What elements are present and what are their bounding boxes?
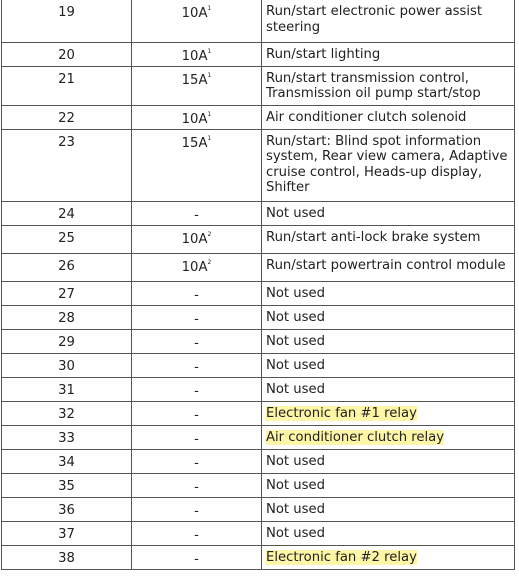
fuse-table-body <box>2 0 515 569</box>
fuse-number: 30 <box>2 353 132 377</box>
circuit-description-text: Not used <box>266 501 326 517</box>
fuse-number: 22 <box>2 105 132 129</box>
circuit-description-text: Not used <box>266 285 326 301</box>
fuse-rating-value: 15A <box>181 135 208 151</box>
circuit-description <box>262 353 515 377</box>
fuse-rating <box>132 105 262 129</box>
fuse-rating <box>132 129 262 201</box>
fuse-number: 29 <box>2 329 132 353</box>
circuit-description-text: Electronic fan #2 relay <box>266 549 417 565</box>
circuit-description-text: Run/start transmission control, Transmission oil pump start/stop <box>266 70 481 101</box>
fuse-rating <box>132 425 262 449</box>
fuse-rating-value: - <box>194 359 199 375</box>
fuse-rating-value: 10A <box>181 259 208 275</box>
fuse-rating <box>132 473 262 497</box>
fuse-rating-value: - <box>194 287 199 303</box>
circuit-description <box>262 497 515 521</box>
fuse-rating-value: - <box>194 431 199 447</box>
fuse-row <box>2 105 515 129</box>
fuse-number: 38 <box>2 545 132 569</box>
circuit-description-text: Not used <box>266 205 326 221</box>
circuit-description-text: Not used <box>266 453 326 469</box>
fuse-row <box>2 497 515 521</box>
circuit-description <box>262 329 515 353</box>
fuse-row <box>2 329 515 353</box>
fuse-rating-value: - <box>194 479 199 495</box>
fuse-row <box>2 42 515 66</box>
circuit-description <box>262 42 515 66</box>
circuit-description <box>262 545 515 569</box>
circuit-description <box>262 425 515 449</box>
fuse-rating-value: 15A <box>181 72 208 88</box>
fuse-rating-value: - <box>194 407 199 423</box>
fuse-rating <box>132 449 262 473</box>
circuit-description <box>262 401 515 425</box>
fuse-row <box>2 401 515 425</box>
fuse-number: 36 <box>2 497 132 521</box>
fuse-rating <box>132 401 262 425</box>
circuit-description <box>262 449 515 473</box>
fuse-row <box>2 0 515 42</box>
fuse-row <box>2 253 515 281</box>
circuit-description <box>262 0 515 42</box>
fuse-row <box>2 281 515 305</box>
circuit-description <box>262 225 515 253</box>
circuit-description <box>262 281 515 305</box>
fuse-rating <box>132 42 262 66</box>
fuse-number: 20 <box>2 42 132 66</box>
circuit-description <box>262 521 515 545</box>
fuse-rating-value: - <box>194 455 199 471</box>
circuit-description <box>262 253 515 281</box>
fuse-row <box>2 449 515 473</box>
fuse-row <box>2 425 515 449</box>
footnote-marker: 1 <box>207 134 212 142</box>
fuse-number: 23 <box>2 129 132 201</box>
fuse-number: 28 <box>2 305 132 329</box>
fuse-row <box>2 521 515 545</box>
fuse-rating-value: - <box>194 527 199 543</box>
circuit-description-text: Run/start anti-lock brake system <box>266 229 481 245</box>
circuit-description <box>262 305 515 329</box>
circuit-description-text: Run/start lighting <box>266 46 381 62</box>
fuse-rating-value: - <box>194 503 199 519</box>
circuit-description-text: Not used <box>266 525 326 541</box>
fuse-rating <box>132 281 262 305</box>
fuse-number: 31 <box>2 377 132 401</box>
fuse-row <box>2 129 515 201</box>
circuit-description <box>262 66 515 105</box>
circuit-description-text: Run/start powertrain control module <box>266 257 506 273</box>
circuit-description <box>262 473 515 497</box>
fuse-rating-value: 10A <box>181 48 208 64</box>
circuit-description-text: Air conditioner clutch solenoid <box>266 109 467 125</box>
fuse-row <box>2 377 515 401</box>
fuse-row <box>2 225 515 253</box>
fuse-table <box>1 0 515 570</box>
fuse-rating <box>132 521 262 545</box>
fuse-row <box>2 305 515 329</box>
fuse-row <box>2 201 515 225</box>
circuit-description-text: Electronic fan #1 relay <box>266 405 417 421</box>
fuse-row <box>2 473 515 497</box>
fuse-rating-value: - <box>194 335 199 351</box>
fuse-rating-value: 10A <box>181 111 208 127</box>
fuse-rating <box>132 497 262 521</box>
fuse-rating <box>132 545 262 569</box>
fuse-row <box>2 545 515 569</box>
footnote-marker: 1 <box>207 71 212 79</box>
circuit-description <box>262 377 515 401</box>
fuse-number: 27 <box>2 281 132 305</box>
fuse-rating <box>132 225 262 253</box>
fuse-number: 35 <box>2 473 132 497</box>
fuse-rating <box>132 253 262 281</box>
circuit-description-text: Not used <box>266 333 326 349</box>
circuit-description-text: Not used <box>266 309 326 325</box>
footnote-marker: 1 <box>207 5 212 12</box>
circuit-description <box>262 129 515 201</box>
fuse-rating <box>132 353 262 377</box>
fuse-rating <box>132 201 262 225</box>
footnote-marker: 2 <box>207 230 212 238</box>
circuit-description <box>262 201 515 225</box>
circuit-description-text: Air conditioner clutch relay <box>266 429 445 445</box>
footnote-marker: 1 <box>207 47 212 55</box>
fuse-number: 19 <box>2 0 132 42</box>
circuit-description-text: Not used <box>266 477 326 493</box>
circuit-description-text: Run/start electronic power assist steering <box>266 4 483 35</box>
circuit-description <box>262 105 515 129</box>
fuse-rating-value: - <box>194 311 199 327</box>
fuse-rating-value: - <box>194 383 199 399</box>
fuse-number: 37 <box>2 521 132 545</box>
fuse-rating <box>132 329 262 353</box>
fuse-row <box>2 66 515 105</box>
fuse-rating-value: 10A <box>181 231 208 247</box>
fuse-row <box>2 353 515 377</box>
circuit-description-text: Run/start: Blind spot information system, Rear view camera, Adaptive cruise control, Heads-up display, Shifter <box>266 133 508 195</box>
fuse-number: 33 <box>2 425 132 449</box>
fuse-rating-value: - <box>194 207 199 223</box>
fuse-number: 32 <box>2 401 132 425</box>
fuse-number: 21 <box>2 66 132 105</box>
fuse-rating <box>132 305 262 329</box>
fuse-number: 26 <box>2 253 132 281</box>
fuse-number: 24 <box>2 201 132 225</box>
fuse-rating-value: 10A <box>181 6 208 21</box>
fuse-rating <box>132 377 262 401</box>
footnote-marker: 2 <box>207 258 212 266</box>
fuse-number: 34 <box>2 449 132 473</box>
circuit-description-text: Not used <box>266 381 326 397</box>
circuit-description-text: Not used <box>266 357 326 373</box>
fuse-rating <box>132 0 262 42</box>
fuse-rating-value: - <box>194 551 199 567</box>
fuse-rating <box>132 66 262 105</box>
fuse-number: 25 <box>2 225 132 253</box>
footnote-marker: 1 <box>207 110 212 118</box>
